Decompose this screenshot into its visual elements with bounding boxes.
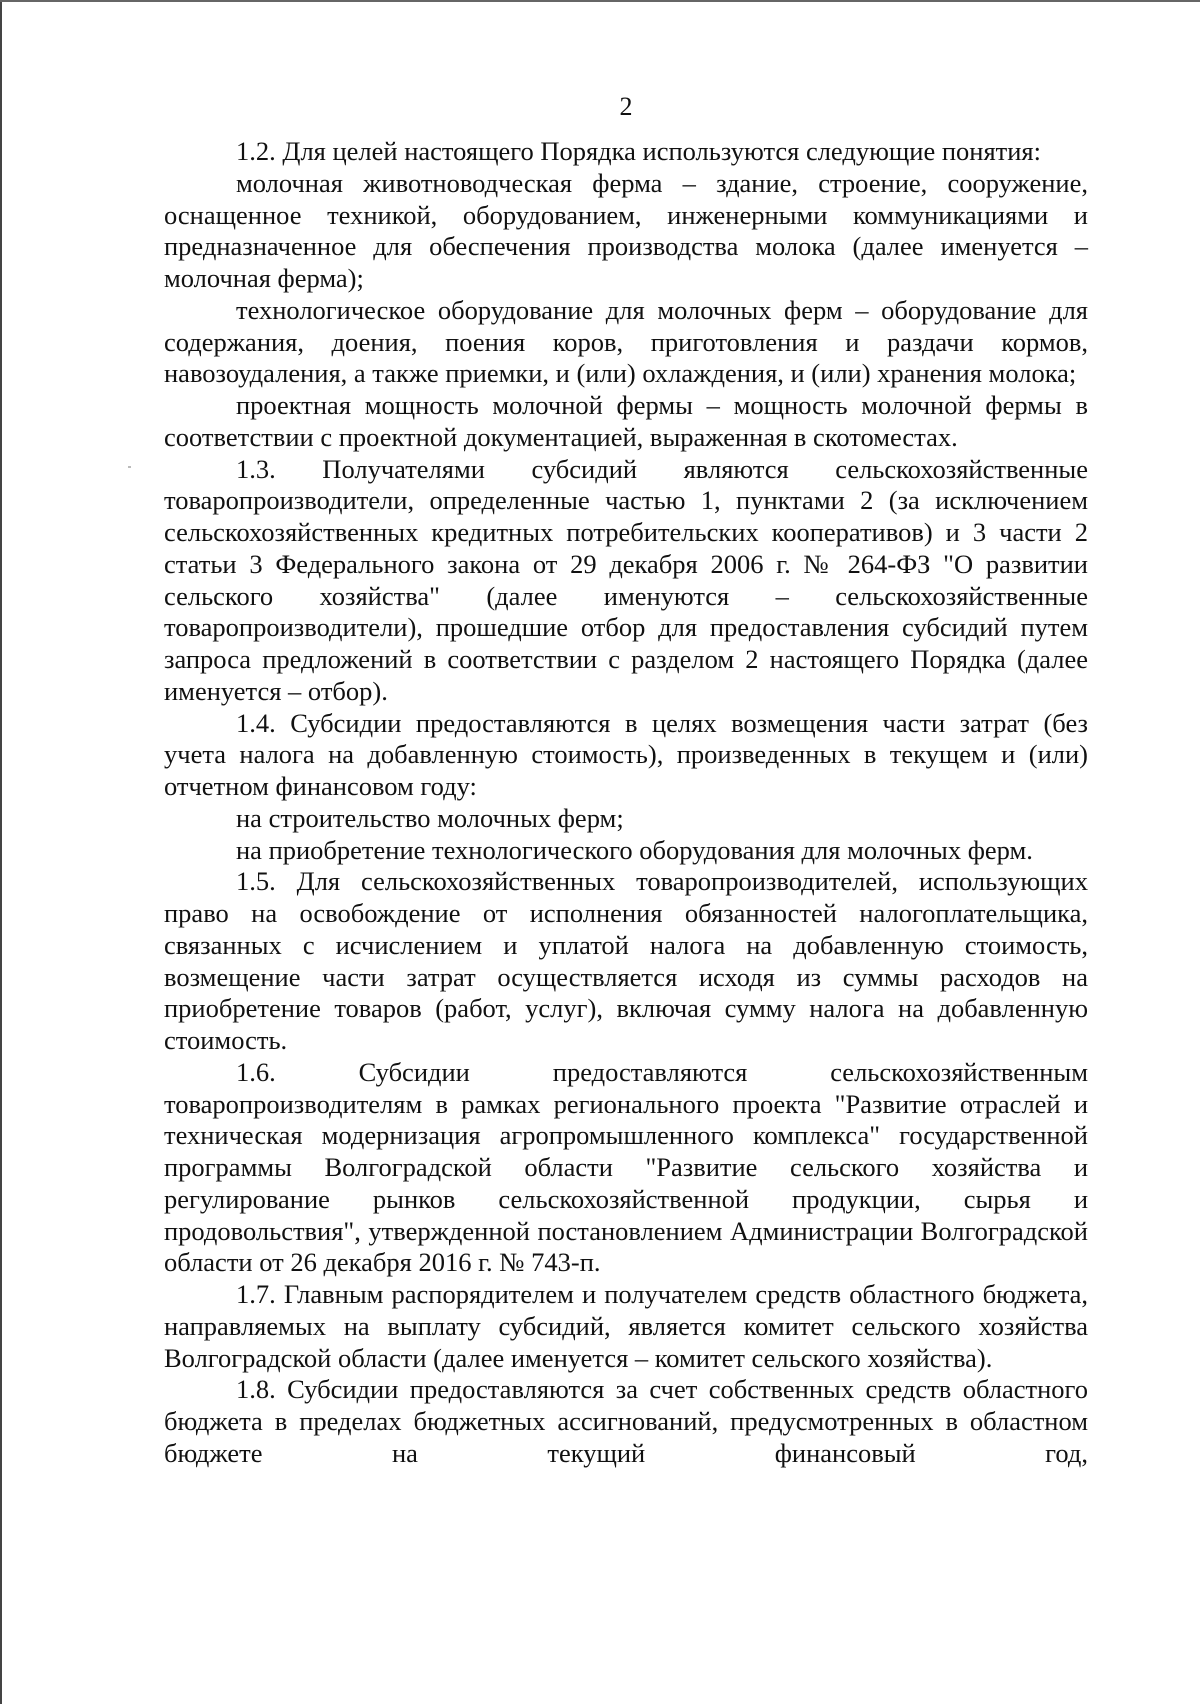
paragraph-1-4: 1.4. Субсидии предоставляются в целях возмещения части затрат (без учета налога на добавленную стоимость), произведенных в текущем и (или) отчетном финансовом году: xyxy=(164,707,1088,801)
scan-border-top xyxy=(0,0,1200,2)
paragraph-1-3: 1.3. Получателями субсидий являются сельскохозяйственные товаропроизводители, определенные частью 1, пунктами 2 (за исключением сельскохозяйственных кредитных потребительских кооперативов) и 3 части 2 статьи 3 Федерального закона от 29 декабря 2006 г. № 264-ФЗ "О развитии сельского хозяйства" (далее именуются – сельскохозяйственные товаропроизводители), прошедшие отбор для предоставления субсидий путем запроса предложений в соответствии с разделом 2 настоящего Порядка (далее именуется – отбор). xyxy=(164,453,1088,706)
paragraph-1-8: 1.8. Субсидии предоставляются за счет собственных средств областного бюджета в пределах бюджетных ассигнований, предусмотренных в областном бюджете на текущий финансовый год, xyxy=(164,1374,1088,1468)
paragraph-1-4-item-equipment: на приобретение технологического оборудования для молочных ферм. xyxy=(236,834,1033,865)
paragraph-1-6: 1.6. Субсидии предоставляются сельскохозяйственным товаропроизводителям в рамках регионального проекта "Развитие отраслей и техническая модернизация агропромышленного комплекса" государственной программы Волгоградской области "Развитие сельского хозяйства и регулирование рынков сельскохозяйственной продукции, сырья и продовольствия", утвержденной постановлением Администрации Волгоградской области от 26 декабря 2016 г. № 743-п. xyxy=(164,1056,1088,1278)
paragraph-definition-dairy-farm: молочная животноводческая ферма – здание, строение, сооружение, оснащенное техникой, оборудованием, инженерными коммуникациями и предназначенное для обеспечения производства молока (далее именуется – молочная ферма); xyxy=(164,167,1088,293)
scan-mark xyxy=(128,466,131,468)
document-body xyxy=(164,136,1088,1470)
paragraph-definition-capacity: проектная мощность молочной фермы – мощность молочной фермы в соответствии с проектной документацией, выраженная в скотоместах. xyxy=(164,390,1088,452)
paragraph-1-5: 1.5. Для сельскохозяйственных товаропроизводителей, использующих право на освобождение от исполнения обязанностей налогоплательщика, связанных с исчислением и уплатой налога на добавленную стоимость, возмещение части затрат осуществляется исходя из суммы расходов на приобретение товаров (работ, услуг), включая сумму налога на добавленную стоимость. xyxy=(164,866,1088,1055)
page-number: 2 xyxy=(619,92,633,121)
paragraph-1-4-item-construction: на строительство молочных ферм; xyxy=(236,802,624,833)
paragraph-1-7: 1.7. Главным распорядителем и получателем средств областного бюджета, направляемых на выплату субсидий, является комитет сельского хозяйства Волгоградской области (далее именуется – комитет сельского хозяйства). xyxy=(164,1279,1088,1373)
scan-border-left xyxy=(0,0,2,1704)
paragraph-definition-equipment: технологическое оборудование для молочных ферм – оборудование для содержания, доения, поения коров, приготовления и раздачи кормов, навозоудаления, а также приемки, и (или) охлаждения, и (или) хранения молока; xyxy=(164,294,1088,389)
paragraph-1-2: 1.2. Для целей настоящего Порядка используются следующие понятия: xyxy=(236,136,1041,166)
